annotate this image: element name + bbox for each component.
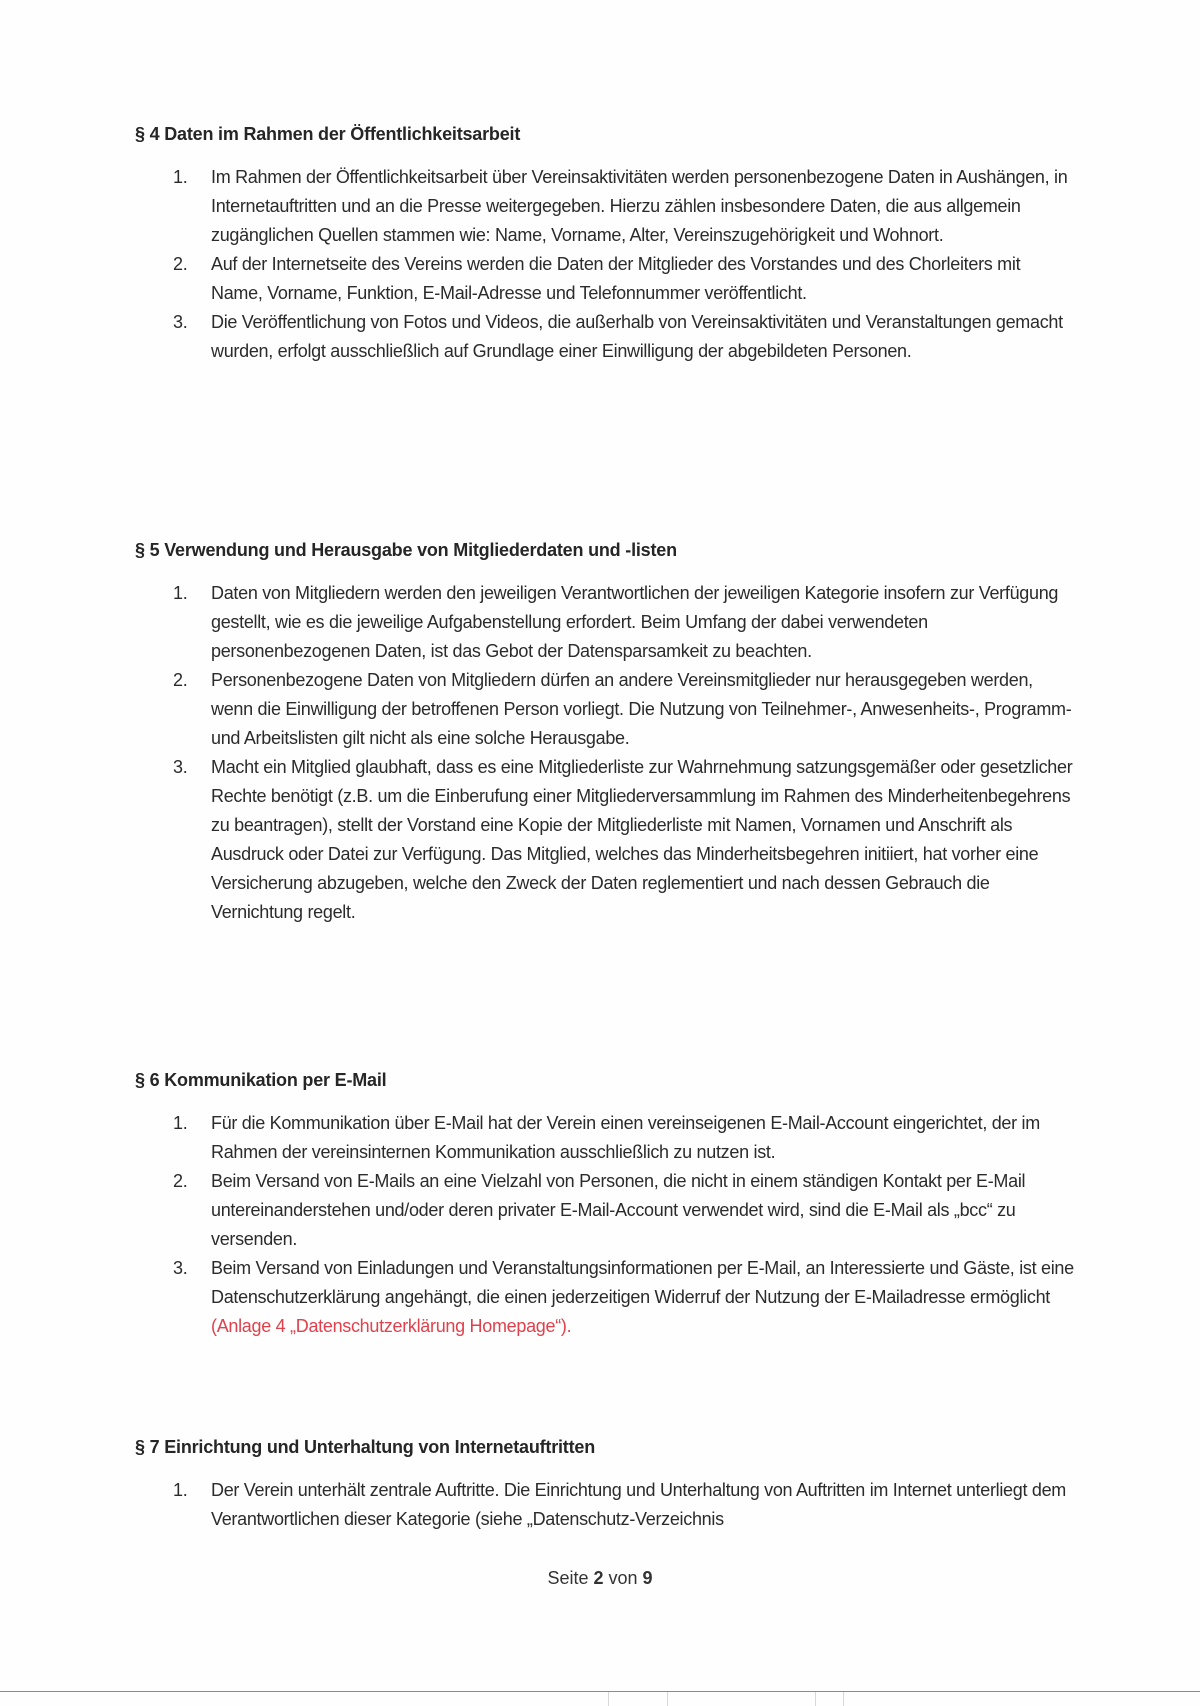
item-number: 3. bbox=[173, 757, 188, 777]
item-number: 3. bbox=[173, 1258, 188, 1278]
page-number-footer bbox=[0, 1568, 1200, 1589]
item-text: Daten von Mitgliedern werden den jeweiligen Verantwortlichen der jeweiligen Kategorie insofern zur Verfügung gestellt, wie es die jeweilige Aufgabenstellung erfordert. Beim Umfang der dabei verwendeten personenbezogenen Daten, ist das Gebot der Datensparsamkeit zu beachten. bbox=[211, 583, 1059, 661]
item-number: 3. bbox=[173, 312, 188, 332]
list-item bbox=[135, 1254, 1075, 1341]
numbered-list bbox=[135, 1109, 1075, 1341]
list-item bbox=[135, 250, 1075, 308]
item-number: 2. bbox=[173, 254, 188, 274]
numbered-list bbox=[135, 1476, 1075, 1534]
scan-edge-line bbox=[0, 1691, 1200, 1692]
list-item bbox=[135, 753, 1075, 927]
list-item bbox=[135, 1167, 1075, 1254]
scan-artifact bbox=[667, 1692, 668, 1706]
list-item bbox=[135, 308, 1075, 366]
section-5 bbox=[135, 540, 1075, 927]
item-text: Die Veröffentlichung von Fotos und Videos, die außerhalb von Vereinsaktivitäten und Veranstaltungen gemacht wurden, erfolgt ausschließlich auf Grundlage einer Einwilligung der abgebildeten Personen. bbox=[211, 312, 1063, 361]
section-7 bbox=[135, 1437, 1075, 1534]
scan-artifact bbox=[608, 1692, 609, 1706]
section-6 bbox=[135, 1070, 1075, 1341]
list-item bbox=[135, 1476, 1075, 1534]
item-text: Personenbezogene Daten von Mitgliedern dürfen an andere Vereinsmitglieder nur herausgegeben werden, wenn die Einwilligung der betroffenen Person vorliegt. Die Nutzung von Teilnehmer-, Anwesenheits-, Programm- und Arbeitslisten gilt nicht als eine solche Herausgabe. bbox=[211, 670, 1072, 748]
current-page: 2 bbox=[593, 1568, 604, 1588]
item-number: 1. bbox=[173, 1113, 188, 1133]
item-text: Für die Kommunikation über E-Mail hat der Verein einen vereinseigenen E-Mail-Account eingerichtet, der im Rahmen der vereinsinternen Kommunikation ausschließlich zu nutzen ist. bbox=[211, 1113, 1040, 1162]
list-item bbox=[135, 666, 1075, 753]
item-number: 1. bbox=[173, 1480, 188, 1500]
scan-artifact bbox=[815, 1692, 816, 1706]
section-heading: § 4 Daten im Rahmen der Öffentlichkeitsarbeit bbox=[135, 124, 521, 144]
item-text: Beim Versand von Einladungen und Veranstaltungsinformationen per E-Mail, an Interessierte und Gäste, ist eine Datenschutzerklärung angehängt, die einen jederzeitigen Widerruf der Nutzung der E-Mailadresse ermöglicht bbox=[211, 1258, 1074, 1307]
item-text: Der Verein unterhält zentrale Auftritte. Die Einrichtung und Unterhaltung von Auftritten im Internet unterliegt dem Verantwortlichen dieser Kategorie (siehe „Datenschutz-Verzeichnis bbox=[211, 1480, 1066, 1529]
footer-middle: von bbox=[603, 1568, 643, 1588]
item-number: 1. bbox=[173, 167, 188, 187]
list-item bbox=[135, 163, 1075, 250]
numbered-list bbox=[135, 163, 1075, 366]
numbered-list bbox=[135, 579, 1075, 927]
section-heading: § 7 Einrichtung und Unterhaltung von Internetauftritten bbox=[135, 1437, 595, 1457]
list-item bbox=[135, 1109, 1075, 1167]
item-text: Macht ein Mitglied glaubhaft, dass es eine Mitgliederliste zur Wahrnehmung satzungsgemäßer oder gesetzlicher Rechte benötigt (z.B. um die Einberufung einer Mitgliederversammlung im Rahmen des Minderheitenbegehrens zu beantragen), stellt der Vorstand eine Kopie der Mitgliederliste mit Namen, Vornamen und Anschrift als Ausdruck oder Datei zur Verfügung. Das Mitglied, welches das Minderheitsbegehren initiiert, hat vorher eine Versicherung abzugeben, welche den Zweck der Daten reglementiert und nach dessen Gebrauch die Vernichtung regelt. bbox=[211, 757, 1073, 922]
item-number: 2. bbox=[173, 670, 188, 690]
item-number: 2. bbox=[173, 1171, 188, 1191]
item-text: Beim Versand von E-Mails an eine Vielzahl von Personen, die nicht in einem ständigen Kontakt per E-Mail untereinanderstehen und/oder deren privater E-Mail-Account verwendet wird, sind die E-Mail als „bcc“ zu versenden. bbox=[211, 1171, 1026, 1249]
footer-prefix: Seite bbox=[547, 1568, 594, 1588]
total-pages: 9 bbox=[642, 1568, 653, 1588]
list-item bbox=[135, 579, 1075, 666]
scan-artifact bbox=[843, 1692, 844, 1706]
item-text: Auf der Internetseite des Vereins werden die Daten der Mitglieder des Vorstandes und des Chorleiters mit Name, Vorname, Funktion, E-Mail-Adresse und Telefonnummer veröffentlicht. bbox=[211, 254, 1021, 303]
section-heading: § 5 Verwendung und Herausgabe von Mitgliederdaten und -listen bbox=[135, 540, 677, 560]
annex-reference: (Anlage 4 „Datenschutzerklärung Homepage“). bbox=[211, 1316, 572, 1336]
section-4 bbox=[135, 124, 1075, 366]
section-heading: § 6 Kommunikation per E-Mail bbox=[135, 1070, 387, 1090]
item-text: Im Rahmen der Öffentlichkeitsarbeit über Vereinsaktivitäten werden personenbezogene Daten in Aushängen, in Internetauftritten und an die Presse weitergegeben. Hierzu zählen insbesondere Daten, die aus allgemein zugänglichen Quellen stammen wie: Name, Vorname, Alter, Vereinszugehörigkeit und Wohnort. bbox=[211, 167, 1068, 245]
item-number: 1. bbox=[173, 583, 188, 603]
